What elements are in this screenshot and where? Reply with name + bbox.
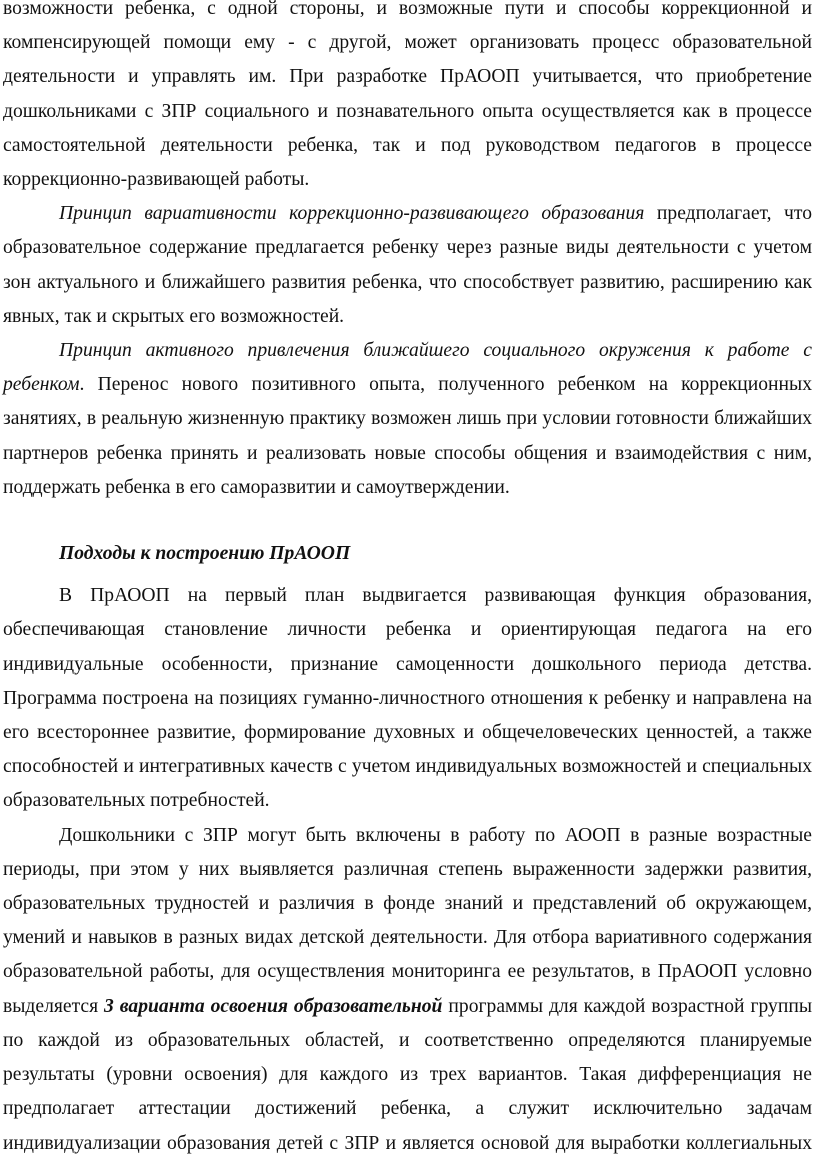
- paragraph-text: предполагает, что образовательное содержание предлагается ребенку через разные виды деятельности с учетом зон актуального и ближайшего развития ребенка, что способствует развитию, расширению как явных, так и скрытых его возможностей.: [3, 203, 813, 327]
- paragraph-text-before: Дошкольники с ЗПР могут быть включены в работу по АООП в разные возрастные периоды, при этом у них выявляется различная степень выраженности задержки развития, образовательных трудностей и различия в фонде знаний и представлений об окружающем, умений и навыков в разных видах детской деятельности. Для отбора вариативного содержания образовательной работы, для осуществления мониторинга ее результатов, в ПрАООП условно выделяется: [3, 824, 812, 1017]
- principle-title: Принцип вариативности коррекционно-развивающего образования: [59, 203, 645, 225]
- section-heading: Подходы к построению ПрАООП: [59, 543, 351, 565]
- preschoolers-paragraph: [3, 819, 812, 1160]
- paragraph-text: В ПрАООП на первый план выдвигается развивающая функция образования, обеспечивающая становление личности ребенка и ориентирующая педагога на его индивидуальные особенности, признание самоценности дошкольного периода детства. Программа построена на позициях гуманно-личностного отношения к ребенку и направлена на его всестороннее развитие, формирование духовных и общечеловеческих ценностей, а также способностей и интегративных качеств с учетом индивидуальных возможностей и специальных образовательных потребностей.: [3, 585, 812, 812]
- paragraph-text: . Перенос нового позитивного опыта, полученного ребенком на коррекционных занятиях, в реальную жизненную практику возможен лишь при условии готовности ближайших партнеров ребенка принять и реализовать новые способы общения и взаимодействия с ним, поддержать ребенка в его саморазвитии и самоутверждении.: [3, 374, 812, 498]
- continued-paragraph: [3, 0, 812, 197]
- social-environment-principle-paragraph: [3, 334, 812, 505]
- paragraph-text: возможности ребенка, с одной стороны, и возможные пути и способы коррекционной и компенсирующей помощи ему - с другой, может организовать процесс образовательной деятельности и управлять им. При разработке ПрАООП учитывается, что приобретение дошкольниками с ЗПР социального и познавательного опыта осуществляется как в процессе самостоятельной деятельности ребенка, так и под руководством педагогов в процессе коррекционно-развивающей работы.: [3, 0, 812, 191]
- variability-principle-paragraph: [3, 197, 812, 334]
- paragraph-text-after: программы для каждой возрастной группы по каждой из образовательных областей, и соответственно определяются планируемые результаты (уровни освоения) для каждого из трех вариантов. Такая дифференциация не предполагает аттестации достижений ребенка, а служит исключительно задачам индивидуализации образования детей с ЗПР и является основой для выработки коллегиальных: [3, 995, 812, 1154]
- developmental-function-paragraph: [3, 579, 812, 818]
- section-spacer: [3, 505, 812, 529]
- emphasized-variants: 3 варианта освоения образовательной: [104, 995, 443, 1017]
- principle-title: Принцип активного привлечения ближайшего социального окружения к работе с ребенком: [3, 340, 812, 396]
